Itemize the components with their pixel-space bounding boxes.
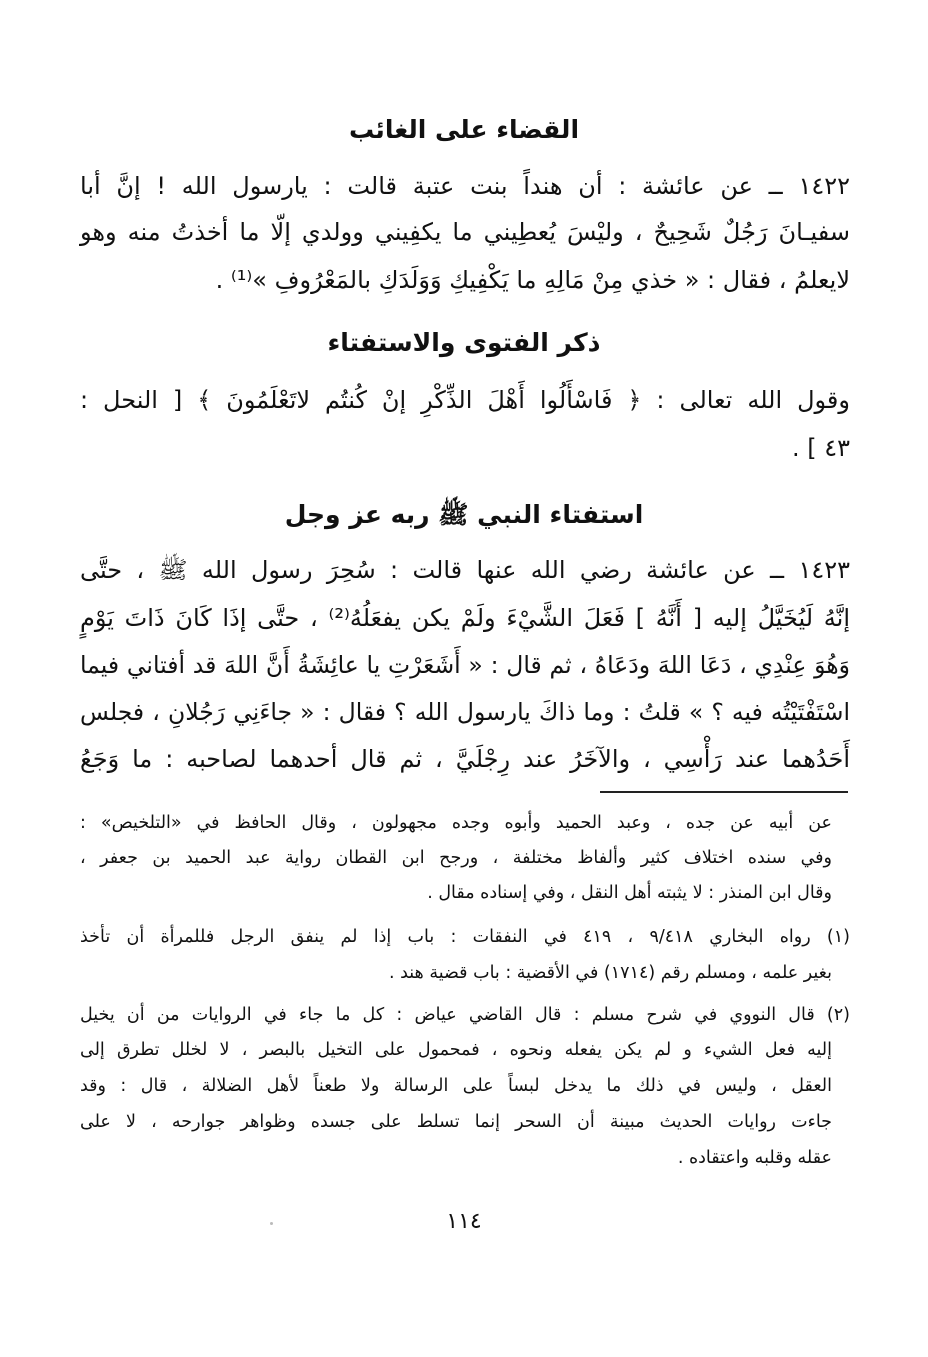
footnote-line-7: إليه فعل الشيء و لم يكن يفعله ونحوه ، فمحمول على التخيل بالبصر ، لا لخلل تطرق إلى bbox=[80, 1040, 832, 1060]
page-number: ١١٤ bbox=[446, 1209, 482, 1234]
body-line-10: أَحَدُهما عند رَأْسِي ، والآخَرُ عند رِجْلَيَّ ، ثم قال أحدهما لصاحبه : ما وَجَعُ bbox=[80, 745, 850, 773]
section-heading-fatwa: ذكر الفتوى والاستفتاء bbox=[327, 328, 601, 357]
body-line-4: وقول الله تعالى : ﴿ فَاسْأَلُوا أَهْلَ الذِّكْرِ إنْ كُنتُم لاتَعْلَمُونَ ﴾ [ النحل : bbox=[80, 386, 850, 414]
footnote-line-5: بغير علمه ، ومسلم رقم (١٧١٤) في الأقضية : باب قضية هند . bbox=[388, 963, 832, 983]
body-line-2: سفيـانَ رَجُلٌ شَحِيحٌ ، وليْسَ يُعطِيني ما يكفِيني وولدي إلّا ما أخذتُ منه وهو bbox=[80, 218, 850, 246]
footnote-line-10: عقله وقلبه واعتقاده . bbox=[677, 1148, 832, 1168]
section-heading-prophet-consultation: استفتاء النبي ﷺ ربه عز وجل bbox=[284, 500, 644, 529]
body-line-6: ١٤٢٣ ــ عن عائشة رضي الله عنها قالت : سُحِرَ رسول الله ﷺ ، حتَّى bbox=[80, 556, 850, 584]
body-line-5: ٤٣ ] . bbox=[791, 434, 850, 462]
body-line-3: لايعلمُ ، فقال : « خذي مِنْ مَالِهِ ما يَكْفِيكِ وَوَلَدَكِ بالمَعْرُوفِ »⁽¹⁾ . bbox=[215, 266, 850, 294]
body-line-1: ١٤٢٢ ــ عن عائشة : أن هنداً بنت عتبة قالت : يارسول الله ! إنَّ أبا bbox=[80, 172, 850, 200]
footnote-line-3: وقال ابن المنذر : لا يثبته أهل النقل ، وفي إسناده مقال . bbox=[427, 883, 832, 903]
scan-speck bbox=[270, 1222, 273, 1225]
footnote-line-1: عن أبيه عن جده ، وعبد الحميد وأبوه وجده مجهولون ، وقال الحافظ في «التلخيص» : bbox=[80, 813, 832, 833]
footnote-line-8: العقل ، وليس في ذلك ما يدخل لبساً على الرسالة ولا طعناً لأهل الضلالة ، قال : وقد bbox=[80, 1076, 832, 1096]
section-heading-judgment-in-absence: القضاء على الغائب bbox=[348, 115, 580, 144]
footnote-line-9: جاءت روايات الحديث مبينة أن السحر إنما تسلط على جسده وظواهر جوارحه ، لا على bbox=[80, 1112, 832, 1132]
footnote-line-4: (١) رواه البخاري ٩/٤١٨ ، ٤١٩ في النفقات : باب إذا لم ينفق الرجل فللمرأة أن تأخذ bbox=[80, 927, 850, 947]
body-line-7: إنَّهُ لَيُخَيَّلُ إليه [ أَنَّهُ ] فَعَلَ الشَّيْءَ ولَمْ يكن يفعَلُهُ⁽²⁾ ، حتَّى إذَا كَانَ ذَاتَ يَوْمٍ bbox=[80, 604, 850, 632]
body-line-9: اسْتَفْتَيْتُه فيه ؟ » قلتُ : وما ذاكَ يارسول الله ؟ فقال : « جاءَنِي رَجُلانِ ، فجلس bbox=[80, 698, 850, 726]
footnote-line-6: (٢) قال النووي في شرح مسلم : قال القاضي عياض : كل ما جاء في الروايات من أن يخيل bbox=[80, 1005, 850, 1025]
body-line-8: وَهُوَ عِنْدِي ، دَعَا اللهَ ودَعَاهُ ، ثم قال : « أَشَعَرْتِ يا عائِشَةُ أَنَّ اللهَ قد أفتاني فيما bbox=[80, 651, 850, 679]
footnote-divider bbox=[600, 791, 848, 793]
footnote-line-2: وفي سنده اختلاف كثير وألفاظ مختلفة ، ورجح ابن القطان رواية عبد الحميد بن جعفر ، bbox=[80, 848, 832, 868]
